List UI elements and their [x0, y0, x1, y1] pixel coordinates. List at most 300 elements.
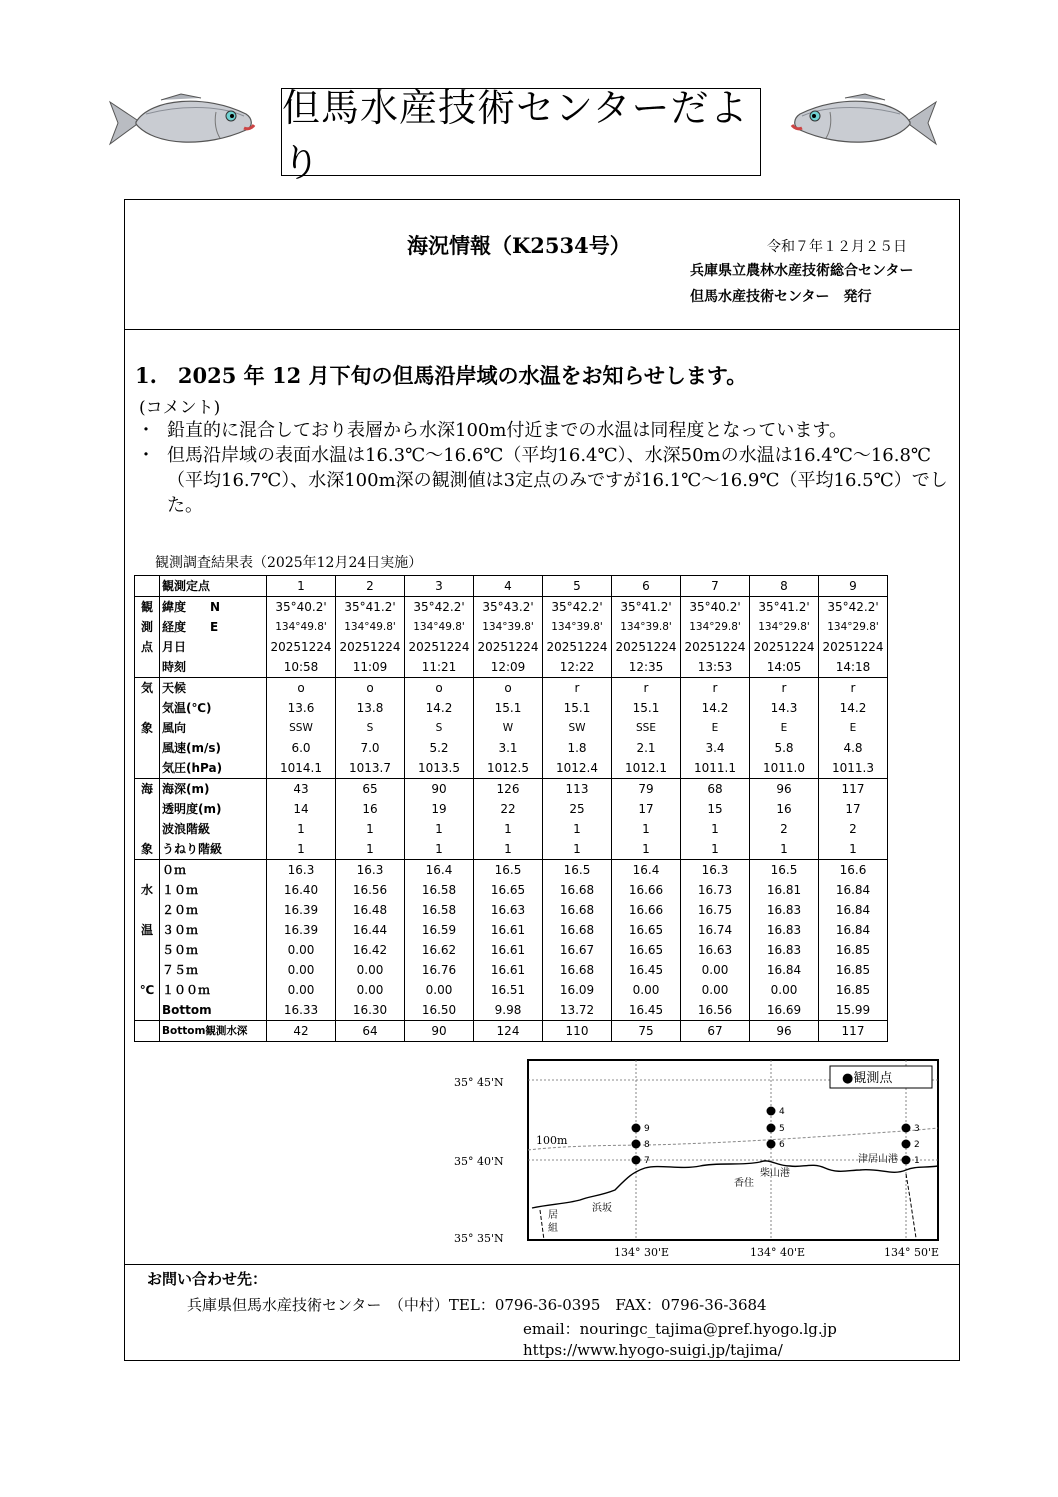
- table-cell: 1011.1: [681, 758, 750, 779]
- table-cell: 16.4: [612, 860, 681, 881]
- table-cell: 16.68: [543, 900, 612, 920]
- table-cell: 1011.3: [819, 758, 888, 779]
- table-row: [135, 839, 888, 860]
- table-cell: 35°42.2': [405, 597, 474, 618]
- table-cell: 20251224: [819, 637, 888, 657]
- table-cell: 124: [474, 1021, 543, 1042]
- row-label: ３０ｍ: [160, 920, 267, 940]
- station-header: 3: [405, 576, 474, 597]
- table-cell: 35°41.2': [336, 597, 405, 618]
- row-label: 風速(m/s): [160, 738, 267, 758]
- row-label: 風向: [160, 718, 267, 738]
- table-cell: 16.09: [543, 980, 612, 1000]
- table-cell: 134°49.8': [405, 617, 474, 637]
- table-cell: 1: [612, 819, 681, 839]
- table-cell: 67: [681, 1021, 750, 1042]
- station-header: 4: [474, 576, 543, 597]
- table-cell: 16.56: [681, 1000, 750, 1021]
- station-label: 3: [914, 1124, 920, 1134]
- table-cell: 134°29.8': [681, 617, 750, 637]
- category-cell: [135, 819, 160, 839]
- table-cell: 12:22: [543, 657, 612, 678]
- table-cell: 16.75: [681, 900, 750, 920]
- table-cell: 90: [405, 1021, 474, 1042]
- table-cell: 12:09: [474, 657, 543, 678]
- table-cell: 16.68: [543, 960, 612, 980]
- table-cell: 1: [612, 839, 681, 860]
- table-cell: 64: [336, 1021, 405, 1042]
- table-row: [135, 597, 888, 618]
- table-cell: 75: [612, 1021, 681, 1042]
- table-cell: 79: [612, 779, 681, 800]
- list-item: ・ 鉛直的に混合しており表層から水深100m付近までの水温は同程度となっています。: [137, 420, 847, 441]
- table-cell: r: [612, 678, 681, 699]
- table-cell: 1: [819, 839, 888, 860]
- table-cell: 16.84: [819, 900, 888, 920]
- table-cell: 1: [474, 819, 543, 839]
- table-cell: 1: [267, 839, 336, 860]
- category-cell: [135, 738, 160, 758]
- table-cell: 1: [543, 819, 612, 839]
- table-cell: 16.83: [750, 940, 819, 960]
- table-cell: 20251224: [612, 637, 681, 657]
- row-label: 経度 E: [160, 617, 267, 637]
- table-cell: r: [750, 678, 819, 699]
- table-cell: 96: [750, 779, 819, 800]
- row-label: 波浪階級: [160, 819, 267, 839]
- table-cell: 16.85: [819, 980, 888, 1000]
- table-cell: 126: [474, 779, 543, 800]
- category-cell: 水: [135, 880, 160, 900]
- category-cell: 気: [135, 678, 160, 699]
- table-cell: 16.33: [267, 1000, 336, 1021]
- table-cell: 13.8: [336, 698, 405, 718]
- table-cell: 35°43.2': [474, 597, 543, 618]
- issue-date: 令和７年１２月２５日: [767, 239, 907, 255]
- table-cell: 1012.5: [474, 758, 543, 779]
- table-cell: 134°39.8': [543, 617, 612, 637]
- table-row: [135, 900, 888, 920]
- table-cell: 14.2: [405, 698, 474, 718]
- lon-label: 134° 30'E: [614, 1246, 670, 1259]
- table-cell: 16.39: [267, 900, 336, 920]
- table-cell: 12:35: [612, 657, 681, 678]
- table-cell: 16.83: [750, 900, 819, 920]
- row-label: うねり階級: [160, 839, 267, 860]
- station-map: [440, 1058, 950, 1268]
- table-cell: 16.5: [543, 860, 612, 881]
- table-cell: 15.1: [474, 698, 543, 718]
- table-cell: 1014.1: [267, 758, 336, 779]
- table-cell: 13.72: [543, 1000, 612, 1021]
- table-cell: 1013.7: [336, 758, 405, 779]
- table-cell: 16.39: [267, 920, 336, 940]
- table-cell: 16.6: [819, 860, 888, 881]
- station-label: 7: [644, 1156, 650, 1166]
- table-cell: 0.00: [267, 940, 336, 960]
- table-row: [135, 617, 888, 637]
- row-label: ２０ｍ: [160, 900, 267, 920]
- table-cell: 16.51: [474, 980, 543, 1000]
- place-gumi: 組: [548, 1223, 558, 1234]
- table-cell: 16.58: [405, 900, 474, 920]
- table-cell: 14.2: [681, 698, 750, 718]
- table-cell: 16: [750, 799, 819, 819]
- table-cell: E: [819, 718, 888, 738]
- table-cell: 15.1: [612, 698, 681, 718]
- table-cell: 16.30: [336, 1000, 405, 1021]
- table-cell: 16.44: [336, 920, 405, 940]
- category-cell: [135, 860, 160, 881]
- table-cell: 16.69: [750, 1000, 819, 1021]
- table-cell: 0.00: [750, 980, 819, 1000]
- place-hamasaka: 浜坂: [592, 1203, 612, 1214]
- table-cell: 16.3: [267, 860, 336, 881]
- table-cell: 0.00: [336, 960, 405, 980]
- table-cell: 16.74: [681, 920, 750, 940]
- map-legend-text: ●観測点: [842, 1071, 893, 1086]
- issue-title: 海況情報（K2534号）: [407, 233, 631, 258]
- lat-label: 35° 35'N: [454, 1232, 504, 1245]
- table-cell: 7.0: [336, 738, 405, 758]
- table-cell: 19: [405, 799, 474, 819]
- category-cell: 象: [135, 839, 160, 860]
- table-cell: 134°49.8': [336, 617, 405, 637]
- table-cell: 10:58: [267, 657, 336, 678]
- table-cell: 117: [819, 1021, 888, 1042]
- table-cell: S: [336, 718, 405, 738]
- header-label: 観測定点: [160, 576, 267, 597]
- table-cell: 20251224: [336, 637, 405, 657]
- table-row: [135, 718, 888, 738]
- place-tsuiyama: 津居山港: [858, 1154, 898, 1165]
- table-cell: 20251224: [543, 637, 612, 657]
- table-cell: 14:18: [819, 657, 888, 678]
- table-corner: [135, 576, 160, 597]
- station-header: 7: [681, 576, 750, 597]
- table-cell: 14.3: [750, 698, 819, 718]
- table-cell: 16.76: [405, 960, 474, 980]
- contact-org: 兵庫県但馬水産技術センター （中村）TEL：0796-36-0395 FAX：0796-36-3684: [187, 1296, 767, 1314]
- row-label: 月日: [160, 637, 267, 657]
- table-cell: o: [405, 678, 474, 699]
- table-cell: o: [336, 678, 405, 699]
- table-cell: 1: [543, 839, 612, 860]
- table-cell: 16.40: [267, 880, 336, 900]
- table-row: [135, 880, 888, 900]
- table-cell: 1: [336, 819, 405, 839]
- table-cell: 13.6: [267, 698, 336, 718]
- table-cell: 16.85: [819, 940, 888, 960]
- table-cell: 1: [681, 819, 750, 839]
- table-cell: 16.5: [750, 860, 819, 881]
- table-cell: 2.1: [612, 738, 681, 758]
- table-cell: 113: [543, 779, 612, 800]
- table-cell: 134°39.8': [612, 617, 681, 637]
- table-cell: 13:53: [681, 657, 750, 678]
- category-cell: 象: [135, 718, 160, 738]
- table-cell: 2: [819, 819, 888, 839]
- table-cell: 15.1: [543, 698, 612, 718]
- category-cell: [135, 940, 160, 960]
- table-cell: 16.81: [750, 880, 819, 900]
- table-cell: 68: [681, 779, 750, 800]
- table-cell: 17: [819, 799, 888, 819]
- table-cell: 16.48: [336, 900, 405, 920]
- table-cell: 0.00: [681, 980, 750, 1000]
- table-cell: 16.42: [336, 940, 405, 960]
- table-cell: 65: [336, 779, 405, 800]
- table-cell: o: [267, 678, 336, 699]
- table-cell: 9.98: [474, 1000, 543, 1021]
- table-cell: 16.63: [474, 900, 543, 920]
- table-row: [135, 758, 888, 779]
- table-cell: SW: [543, 718, 612, 738]
- table-cell: 20251224: [474, 637, 543, 657]
- table-cell: 134°29.8': [819, 617, 888, 637]
- issuer-center: 但馬水産技術センター 発行: [690, 289, 872, 305]
- table-cell: 0.00: [612, 980, 681, 1000]
- table-cell: E: [750, 718, 819, 738]
- station-header: 1: [267, 576, 336, 597]
- category-cell: [135, 758, 160, 779]
- table-row: [135, 738, 888, 758]
- table-cell: 14.2: [819, 698, 888, 718]
- table-cell: 35°42.2': [819, 597, 888, 618]
- row-label: 透明度(m): [160, 799, 267, 819]
- table-row: [135, 678, 888, 699]
- station-label: 9: [644, 1124, 650, 1134]
- list-item: ・ 但馬沿岸域の表面水温は16.3℃～16.6℃（平均16.4℃）、水深50mの水温は16.4℃～16.8℃（平均16.7℃）、水深100m深の観測値は3定点のみですが16.1℃～16.9℃（平均16.5℃）でした。: [137, 445, 948, 516]
- table-cell: 3.4: [681, 738, 750, 758]
- place-i: 居: [548, 1210, 558, 1221]
- table-row: [135, 1000, 888, 1021]
- table-row: [135, 657, 888, 678]
- category-cell: [135, 960, 160, 980]
- table-cell: 11:21: [405, 657, 474, 678]
- table-row: [135, 637, 888, 657]
- station-header: 6: [612, 576, 681, 597]
- table-cell: 11:09: [336, 657, 405, 678]
- table-cell: 16.50: [405, 1000, 474, 1021]
- station-label: 4: [779, 1107, 785, 1117]
- table-row: [135, 940, 888, 960]
- category-cell: [135, 1021, 160, 1042]
- newsletter-title: 但馬水産技術センターだより: [281, 88, 761, 176]
- table-caption: 観測調査結果表（2025年12月24日実施）: [155, 555, 423, 571]
- table-cell: 20251224: [681, 637, 750, 657]
- station-label: 6: [779, 1140, 785, 1150]
- table-cell: 1: [681, 839, 750, 860]
- table-cell: 1013.5: [405, 758, 474, 779]
- row-label: Bottom観測水深: [160, 1021, 267, 1042]
- table-cell: SSE: [612, 718, 681, 738]
- table-cell: 16.84: [819, 920, 888, 940]
- station-header: 8: [750, 576, 819, 597]
- table-cell: 14: [267, 799, 336, 819]
- table-cell: 16.61: [474, 960, 543, 980]
- table-cell: 16.61: [474, 920, 543, 940]
- table-row: [135, 799, 888, 819]
- station-label: 8: [644, 1140, 650, 1150]
- table-cell: 1: [750, 839, 819, 860]
- category-cell: [135, 698, 160, 718]
- table-cell: 0.00: [405, 980, 474, 1000]
- table-cell: 1: [405, 839, 474, 860]
- table-cell: 117: [819, 779, 888, 800]
- table-cell: 14:05: [750, 657, 819, 678]
- table-cell: 16.68: [543, 920, 612, 940]
- table-cell: 16.84: [750, 960, 819, 980]
- table-cell: S: [405, 718, 474, 738]
- table-cell: 22: [474, 799, 543, 819]
- row-label: Bottom: [160, 1000, 267, 1021]
- table-cell: 16.4: [405, 860, 474, 881]
- table-cell: 2: [750, 819, 819, 839]
- station-header: 5: [543, 576, 612, 597]
- bottom-depth-row: [135, 1021, 888, 1042]
- table-cell: 17: [612, 799, 681, 819]
- table-cell: 35°40.2': [267, 597, 336, 618]
- fish-illustration-left: [106, 92, 256, 154]
- contact-title: お問い合わせ先：: [147, 1270, 268, 1288]
- table-cell: 5.8: [750, 738, 819, 758]
- category-cell: [135, 657, 160, 678]
- category-cell: 観: [135, 597, 160, 618]
- station-label: 1: [914, 1156, 920, 1166]
- table-cell: 16.45: [612, 1000, 681, 1021]
- table-cell: r: [543, 678, 612, 699]
- station-label: 2: [914, 1140, 920, 1150]
- table-cell: 1: [474, 839, 543, 860]
- row-label: ０ｍ: [160, 860, 267, 881]
- table-cell: 16.3: [336, 860, 405, 881]
- table-cell: 16.66: [612, 880, 681, 900]
- row-label: 気温(℃): [160, 698, 267, 718]
- table-cell: 35°42.2': [543, 597, 612, 618]
- comment-label: (コメント): [139, 398, 221, 418]
- table-cell: 15: [681, 799, 750, 819]
- table-cell: 3.1: [474, 738, 543, 758]
- table-cell: 16.65: [612, 920, 681, 940]
- issuer-org: 兵庫県立農林水産技術総合センター: [690, 263, 914, 279]
- table-cell: 1012.1: [612, 758, 681, 779]
- table-cell: 1012.4: [543, 758, 612, 779]
- table-cell: 16.83: [750, 920, 819, 940]
- category-cell: [135, 799, 160, 819]
- table-cell: 1.8: [543, 738, 612, 758]
- table-cell: 134°29.8': [750, 617, 819, 637]
- table-cell: 1: [336, 839, 405, 860]
- table-cell: 1: [267, 819, 336, 839]
- table-cell: 35°41.2': [750, 597, 819, 618]
- category-cell: 測: [135, 617, 160, 637]
- table-cell: 5.2: [405, 738, 474, 758]
- table-cell: 90: [405, 779, 474, 800]
- table-cell: 42: [267, 1021, 336, 1042]
- contact-email[interactable]: email：nouringc_tajima@pref.hyogo.lg.jp: [523, 1320, 837, 1338]
- table-cell: 16.84: [819, 880, 888, 900]
- contact-url[interactable]: https://www.hyogo-suigi.jp/tajima/: [523, 1341, 783, 1359]
- table-cell: 0.00: [267, 980, 336, 1000]
- station-header: 9: [819, 576, 888, 597]
- table-cell: 16.59: [405, 920, 474, 940]
- table-cell: 0.00: [336, 980, 405, 1000]
- table-cell: 16.5: [474, 860, 543, 881]
- table-cell: 16.62: [405, 940, 474, 960]
- table-cell: 20251224: [750, 637, 819, 657]
- table-cell: o: [474, 678, 543, 699]
- category-cell: [135, 900, 160, 920]
- station-label: 5: [779, 1124, 785, 1134]
- table-cell: 16.68: [543, 880, 612, 900]
- row-label: ７５ｍ: [160, 960, 267, 980]
- table-row: [135, 698, 888, 718]
- table-cell: 0.00: [267, 960, 336, 980]
- table-cell: SSW: [267, 718, 336, 738]
- table-row: [135, 779, 888, 800]
- table-cell: 16: [336, 799, 405, 819]
- row-label: 海深(m): [160, 779, 267, 800]
- table-cell: 1: [405, 819, 474, 839]
- table-cell: 16.45: [612, 960, 681, 980]
- row-label: 天候: [160, 678, 267, 699]
- table-row: [135, 860, 888, 881]
- table-cell: 35°40.2': [681, 597, 750, 618]
- table-cell: 16.85: [819, 960, 888, 980]
- lon-label: 134° 50'E: [884, 1246, 940, 1259]
- table-row: [135, 980, 888, 1000]
- table-cell: 16.56: [336, 880, 405, 900]
- table-cell: 110: [543, 1021, 612, 1042]
- lat-label: 35° 40'N: [454, 1155, 504, 1168]
- row-label: ５０ｍ: [160, 940, 267, 960]
- table-cell: 6.0: [267, 738, 336, 758]
- table-cell: r: [681, 678, 750, 699]
- isobath-label: 100m: [536, 1134, 568, 1147]
- table-cell: 43: [267, 779, 336, 800]
- lat-label: 35° 45'N: [454, 1076, 504, 1089]
- table-cell: 16.65: [612, 940, 681, 960]
- row-label: １０ｍ: [160, 880, 267, 900]
- table-cell: 15.99: [819, 1000, 888, 1021]
- place-shibayama: 柴山港: [760, 1168, 790, 1179]
- table-row: [135, 819, 888, 839]
- table-cell: 1011.0: [750, 758, 819, 779]
- table-cell: 25: [543, 799, 612, 819]
- table-cell: 16.58: [405, 880, 474, 900]
- header-divider: [125, 329, 959, 330]
- category-cell: 点: [135, 637, 160, 657]
- row-label: １００ｍ: [160, 980, 267, 1000]
- station-header: 2: [336, 576, 405, 597]
- row-label: 気圧(hPa): [160, 758, 267, 779]
- table-row: [135, 920, 888, 940]
- table-row: [135, 960, 888, 980]
- table-cell: 20251224: [405, 637, 474, 657]
- table-cell: 20251224: [267, 637, 336, 657]
- lon-label: 134° 40'E: [750, 1246, 806, 1259]
- row-label: 時刻: [160, 657, 267, 678]
- section-heading: 1. 2025 年 12 月下旬の但馬沿岸域の水温をお知らせします。: [135, 363, 748, 388]
- table-header-row: [135, 576, 888, 597]
- table-cell: 16.63: [681, 940, 750, 960]
- category-cell: 温: [135, 920, 160, 940]
- table-cell: 35°41.2': [612, 597, 681, 618]
- table-cell: 96: [750, 1021, 819, 1042]
- table-cell: 16.66: [612, 900, 681, 920]
- fish-illustration-right: [790, 92, 940, 154]
